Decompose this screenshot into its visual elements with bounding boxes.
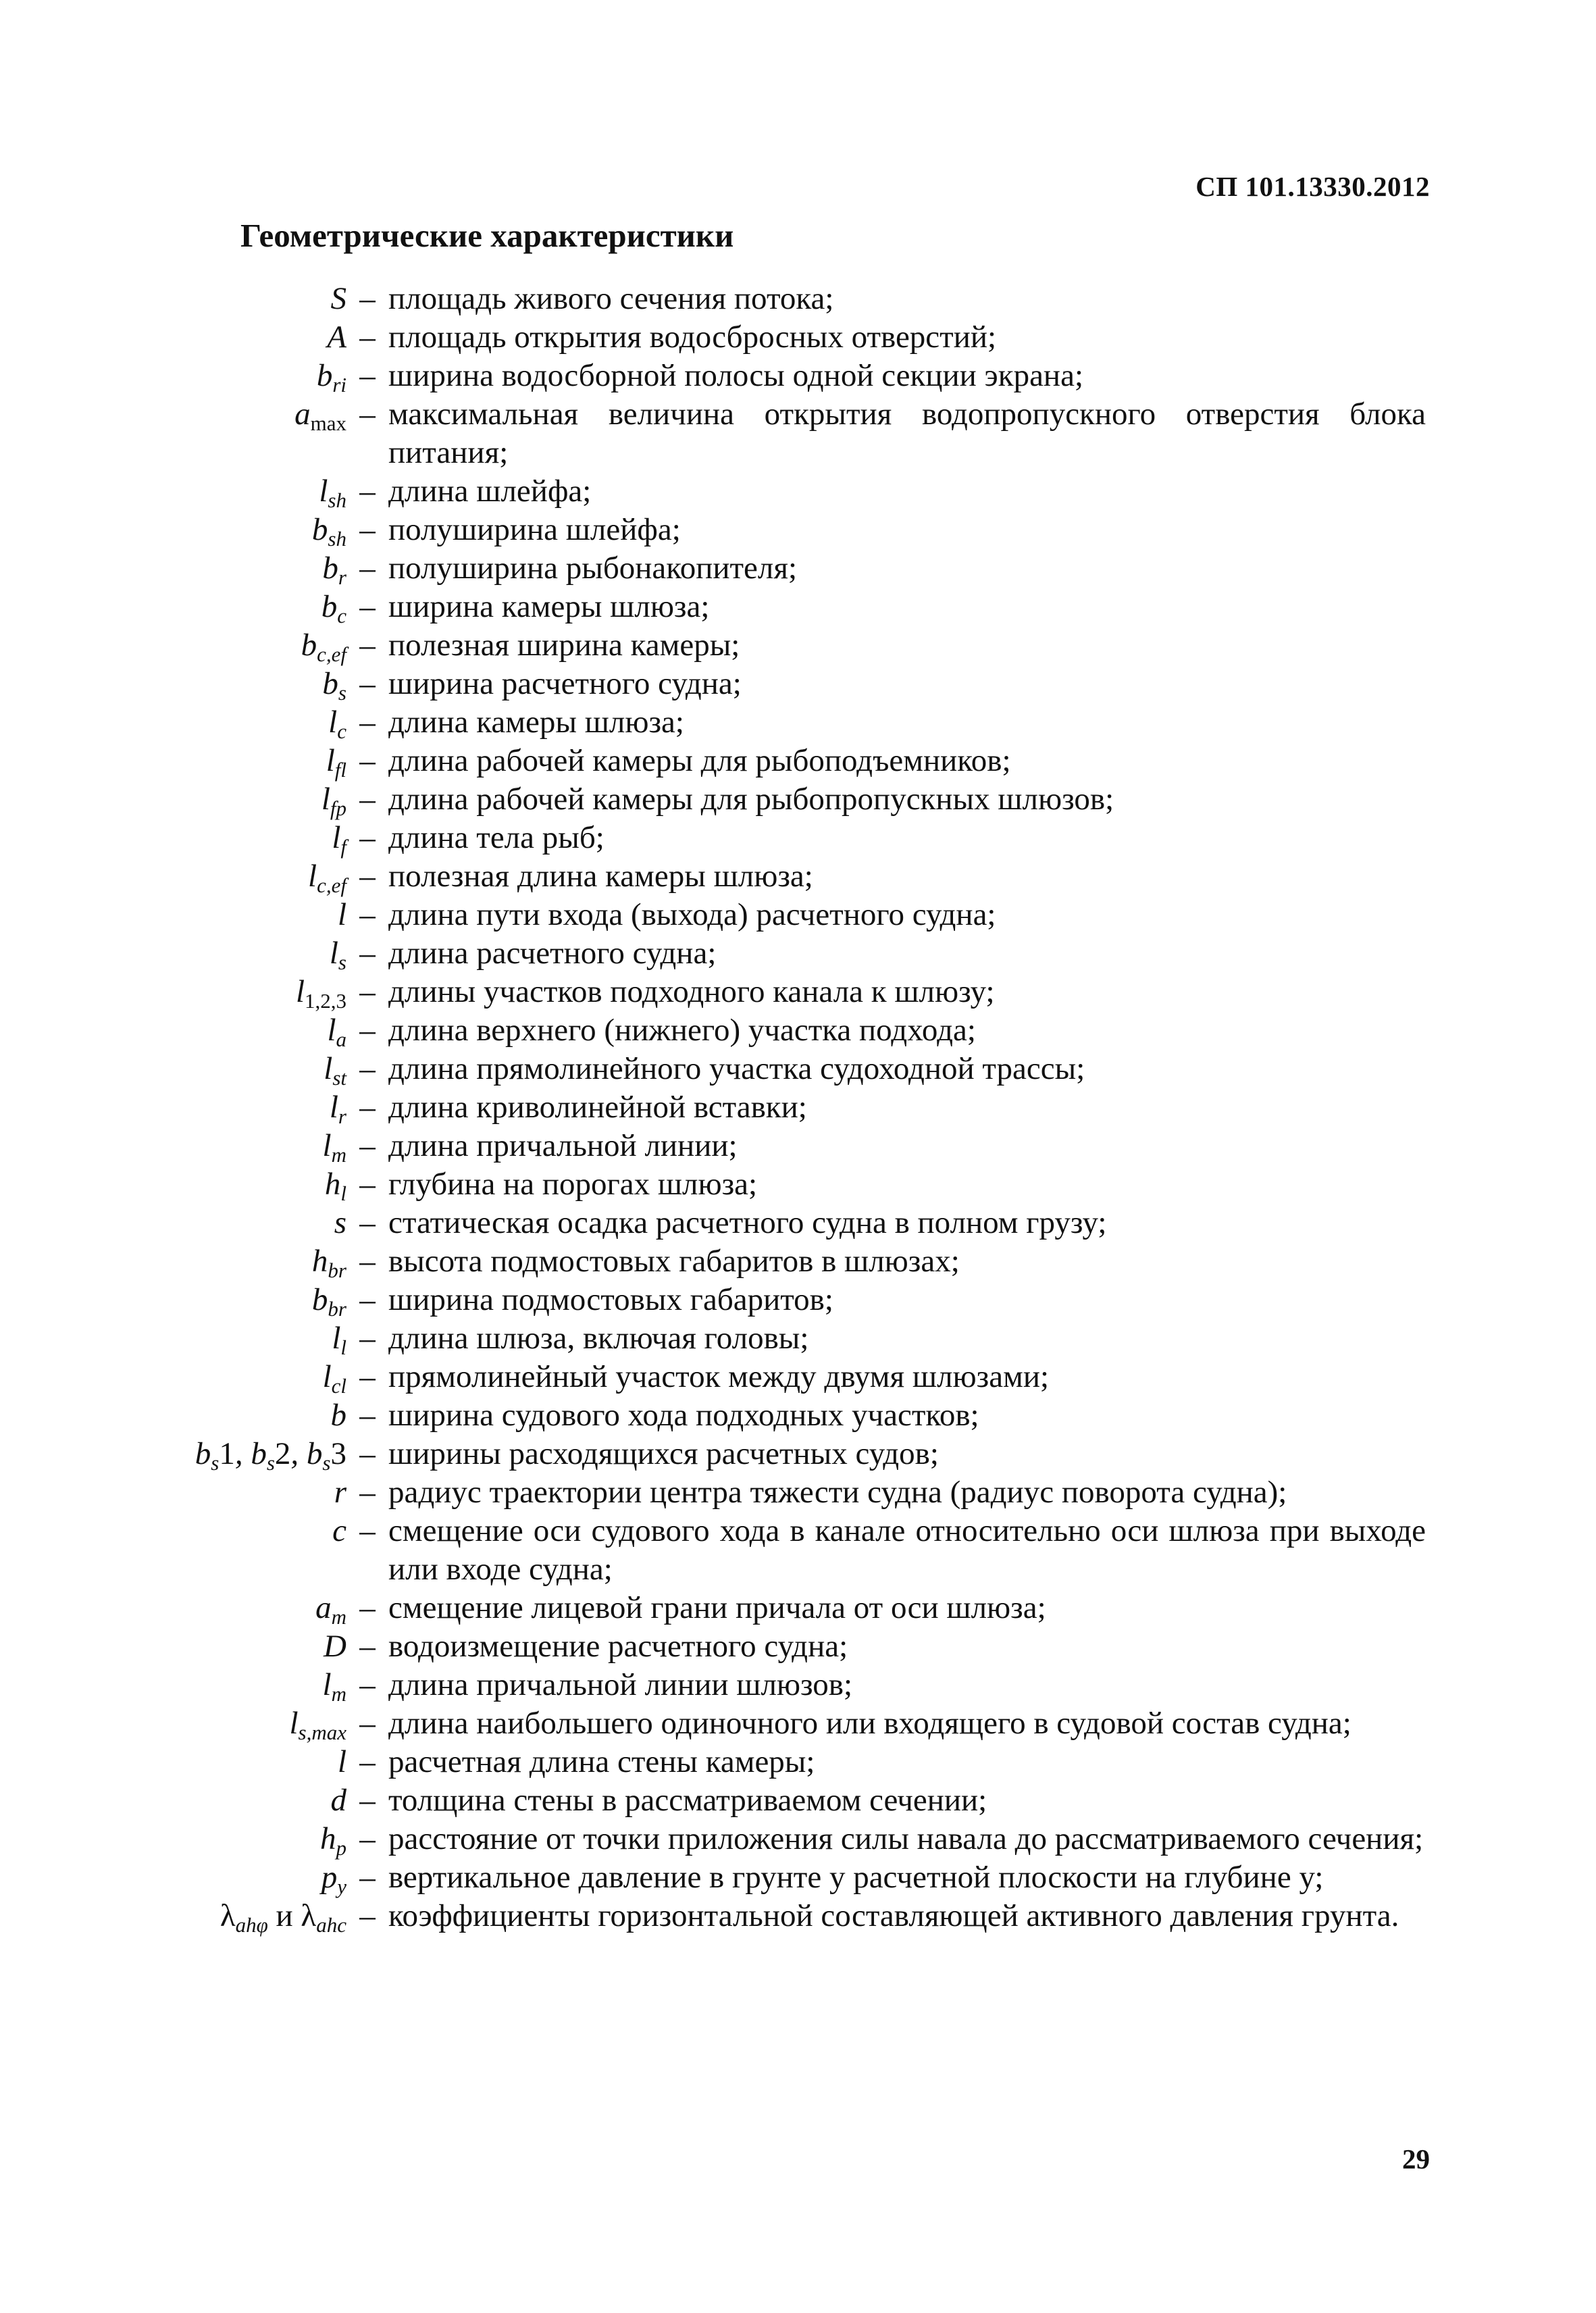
dash: – <box>359 1321 376 1356</box>
symbol: $a_m$ <box>315 1590 346 1629</box>
definition-item <box>0 1627 1596 1666</box>
definition-item <box>0 511 1596 549</box>
definition-text: статическая осадка расчетного судна в полном грузу; <box>388 1205 1107 1240</box>
definition-item <box>0 1050 1596 1088</box>
definition-item <box>0 549 1596 588</box>
symbol: S <box>330 281 346 316</box>
definition-text: полуширина шлейфа; <box>388 512 681 547</box>
dash: – <box>359 1898 376 1933</box>
symbol: A <box>327 320 346 355</box>
symbol: $h_l$ <box>324 1167 346 1205</box>
definition-item <box>0 857 1596 896</box>
definition-text: длина причальной линии; <box>388 1128 738 1163</box>
symbol: $h_p$ <box>320 1821 346 1860</box>
definition-text: высота подмостовых габаритов в шлюзах; <box>388 1244 960 1279</box>
definition-item <box>0 973 1596 1011</box>
dash: – <box>359 1513 376 1548</box>
definition-text: длины участков подходного канала к шлюзу; <box>388 974 995 1009</box>
definition-text: полезная ширина камеры; <box>388 628 740 663</box>
definition-text: полуширина рыбонакопителя; <box>388 551 798 586</box>
definition-item <box>0 1858 1596 1897</box>
definition-text: прямолинейный участок между двумя шлюзами; <box>388 1359 1050 1394</box>
dash: – <box>359 1128 376 1163</box>
definition-item <box>0 395 1596 472</box>
definition-text: ширина подмостовых габаритов; <box>388 1282 833 1317</box>
symbol: c <box>332 1513 346 1548</box>
definition-text: длина тела рыб; <box>388 820 604 855</box>
definition-text: смещение оси судового хода в канале относительно оси шлюза при выходе или входе судна; <box>388 1513 1426 1587</box>
definition-text: полезная длина камеры шлюза; <box>388 859 813 894</box>
dash: – <box>359 897 376 932</box>
dash: – <box>359 281 376 316</box>
definition-text: длина верхнего (нижнего) участка подхода; <box>388 1013 976 1048</box>
definition-text: толщина стены в рассматриваемом сечении; <box>388 1783 987 1818</box>
dash: – <box>359 1282 376 1317</box>
definition-item <box>0 588 1596 626</box>
dash: – <box>359 859 376 894</box>
dash: – <box>359 1205 376 1240</box>
definition-item <box>0 1820 1596 1858</box>
dash: – <box>359 1398 376 1433</box>
dash: – <box>359 628 376 663</box>
symbol: $b_{c,ef}$ <box>301 628 346 666</box>
definition-item <box>0 1281 1596 1319</box>
dash: – <box>359 705 376 740</box>
dash: – <box>359 358 376 393</box>
dash: – <box>359 936 376 971</box>
dash: – <box>359 397 376 432</box>
definition-item <box>0 742 1596 780</box>
page-number: 29 <box>1402 2143 1430 2175</box>
definition-text: смещение лицевой грани причала от оси шлюза; <box>388 1590 1046 1625</box>
definition-text: максимальная величина открытия водопропускного отверстия блока питания; <box>388 397 1426 470</box>
symbol: $h_{br}$ <box>311 1244 346 1282</box>
dash: – <box>359 551 376 586</box>
symbol: $l_{s,max}$ <box>289 1706 346 1744</box>
symbol: $b_c$ <box>321 589 346 628</box>
definition-item <box>0 357 1596 395</box>
definition-text: длина рабочей камеры для рыбопропускных шлюзов; <box>388 782 1114 817</box>
definition-text: длина шлюза, включая головы; <box>388 1321 809 1356</box>
symbol: l <box>337 1744 346 1779</box>
dash: – <box>359 782 376 817</box>
symbol: $l_{sh}$ <box>319 474 346 512</box>
definition-item <box>0 934 1596 973</box>
symbol: b <box>330 1398 346 1433</box>
dash: – <box>359 512 376 547</box>
symbol: r <box>334 1475 346 1510</box>
definition-text: длина криволинейной вставки; <box>388 1090 807 1125</box>
definition-item <box>0 1127 1596 1165</box>
dash: – <box>359 1783 376 1818</box>
symbol: $l_m$ <box>322 1667 346 1706</box>
dash: – <box>359 1359 376 1394</box>
definition-item <box>0 1165 1596 1204</box>
symbol: $l_l$ <box>332 1321 346 1359</box>
definition-text: глубина на порогах шлюза; <box>388 1167 758 1202</box>
definition-item <box>0 1011 1596 1050</box>
definition-item <box>0 665 1596 703</box>
definition-item <box>0 280 1596 318</box>
dash: – <box>359 1167 376 1202</box>
definition-text: вертикальное давление в грунте у расчетной плоскости на глубине у; <box>388 1860 1324 1895</box>
dash: – <box>359 1744 376 1779</box>
definition-item <box>0 896 1596 934</box>
definition-text: длина камеры шлюза; <box>388 705 684 740</box>
definition-item <box>0 1088 1596 1127</box>
definition-item <box>0 318 1596 357</box>
dash: – <box>359 666 376 701</box>
definition-text: коэффициенты горизонтальной составляющей активного давления грунта. <box>388 1898 1399 1933</box>
definition-item <box>0 1435 1596 1473</box>
dash: – <box>359 474 376 509</box>
dash: – <box>359 589 376 624</box>
definition-item <box>0 1743 1596 1781</box>
symbol: $l_c$ <box>328 705 346 743</box>
definition-text: ширина камеры шлюза; <box>388 589 710 624</box>
symbol: $b_s$ <box>322 666 346 705</box>
symbol: $l_{c,ef}$ <box>308 859 346 897</box>
document-code: СП 101.13330.2012 <box>1195 171 1430 202</box>
definition-text: длина шлейфа; <box>388 474 592 509</box>
definition-text: ширина судового хода подходных участков; <box>388 1398 979 1433</box>
dash: – <box>359 1667 376 1702</box>
dash: – <box>359 1706 376 1741</box>
definition-text: длина рабочей камеры для рыбоподъемников; <box>388 743 1011 778</box>
definition-item <box>0 1204 1596 1242</box>
definition-text: радиус траектории центра тяжести судна (радиус поворота судна); <box>388 1475 1287 1510</box>
symbol: $l_{st}$ <box>324 1051 346 1090</box>
definition-item <box>0 1396 1596 1435</box>
symbol: $b_{br}$ <box>311 1282 346 1321</box>
dash: – <box>359 1590 376 1625</box>
symbol: $l_{cl}$ <box>322 1359 346 1398</box>
symbol: $\lambda_{ah\varphi}$ и $\lambda_{ahc}$ <box>220 1898 346 1937</box>
definition-text: ширина расчетного судна; <box>388 666 742 701</box>
definition-text: ширины расходящихся расчетных судов; <box>388 1436 939 1471</box>
dash: – <box>359 1475 376 1510</box>
definition-item <box>0 1512 1596 1589</box>
dash: – <box>359 820 376 855</box>
definition-item <box>0 1666 1596 1704</box>
definition-text: расстояние от точки приложения силы навала до рассматриваемого сечения; <box>388 1821 1424 1856</box>
symbol: $b_{ri}$ <box>316 358 346 397</box>
symbol: d <box>330 1783 346 1818</box>
dash: – <box>359 743 376 778</box>
definition-text: длина расчетного судна; <box>388 936 717 971</box>
symbol: $l_m$ <box>322 1128 346 1167</box>
symbol: $l_f$ <box>332 820 346 859</box>
symbol: s <box>334 1205 346 1240</box>
symbol: $l_{1,2,3}$ <box>295 974 346 1013</box>
definition-text: площадь живого сечения потока; <box>388 281 834 316</box>
dash: – <box>359 1860 376 1895</box>
definition-item <box>0 472 1596 511</box>
definition-item <box>0 1897 1596 1935</box>
definition-item <box>0 1358 1596 1396</box>
definition-item <box>0 1473 1596 1512</box>
symbol: $l_{fp}$ <box>321 782 346 820</box>
definition-text: площадь открытия водосбросных отверстий; <box>388 320 997 355</box>
symbol: $b_s1$, $b_s2$, $b_s3$ <box>195 1436 346 1475</box>
definition-item <box>0 819 1596 857</box>
dash: – <box>359 1013 376 1048</box>
definition-item <box>0 780 1596 819</box>
definition-item <box>0 703 1596 742</box>
definition-text: ширина водосборной полосы одной секции экрана; <box>388 358 1083 393</box>
symbol: $p_y$ <box>321 1860 346 1898</box>
definition-item <box>0 1242 1596 1281</box>
symbol: D <box>324 1629 346 1664</box>
dash: – <box>359 1436 376 1471</box>
dash: – <box>359 1244 376 1279</box>
symbol: $b_{sh}$ <box>311 512 346 551</box>
dash: – <box>359 1821 376 1856</box>
definition-item <box>0 626 1596 665</box>
definition-text: длина прямолинейного участка судоходной трассы; <box>388 1051 1085 1086</box>
dash: – <box>359 974 376 1009</box>
symbol: $l_a$ <box>327 1013 346 1051</box>
symbol: $l_{fl}$ <box>326 743 346 782</box>
definition-item <box>0 1781 1596 1820</box>
definition-item <box>0 1704 1596 1743</box>
dash: – <box>359 1090 376 1125</box>
definition-text: длина причальной линии шлюзов; <box>388 1667 853 1702</box>
dash: – <box>359 1051 376 1086</box>
definition-item <box>0 1319 1596 1358</box>
definition-item <box>0 1589 1596 1627</box>
definition-list <box>0 280 1596 1935</box>
symbol: $l_s$ <box>329 936 346 974</box>
definition-text: длина наибольшего одиночного или входящего в судовой состав судна; <box>388 1706 1352 1741</box>
dash: – <box>359 320 376 355</box>
definition-text: водоизмещение расчетного судна; <box>388 1629 848 1664</box>
definition-text: длина пути входа (выхода) расчетного судна; <box>388 897 996 932</box>
dash: – <box>359 1629 376 1664</box>
definition-text: расчетная длина стены камеры; <box>388 1744 815 1779</box>
symbol: $l_r$ <box>329 1090 346 1128</box>
symbol: l <box>337 897 346 932</box>
section-heading: Геометрические характеристики <box>240 217 734 254</box>
symbol: $a_{max}$ <box>294 397 346 435</box>
symbol: $b_r$ <box>322 551 346 589</box>
